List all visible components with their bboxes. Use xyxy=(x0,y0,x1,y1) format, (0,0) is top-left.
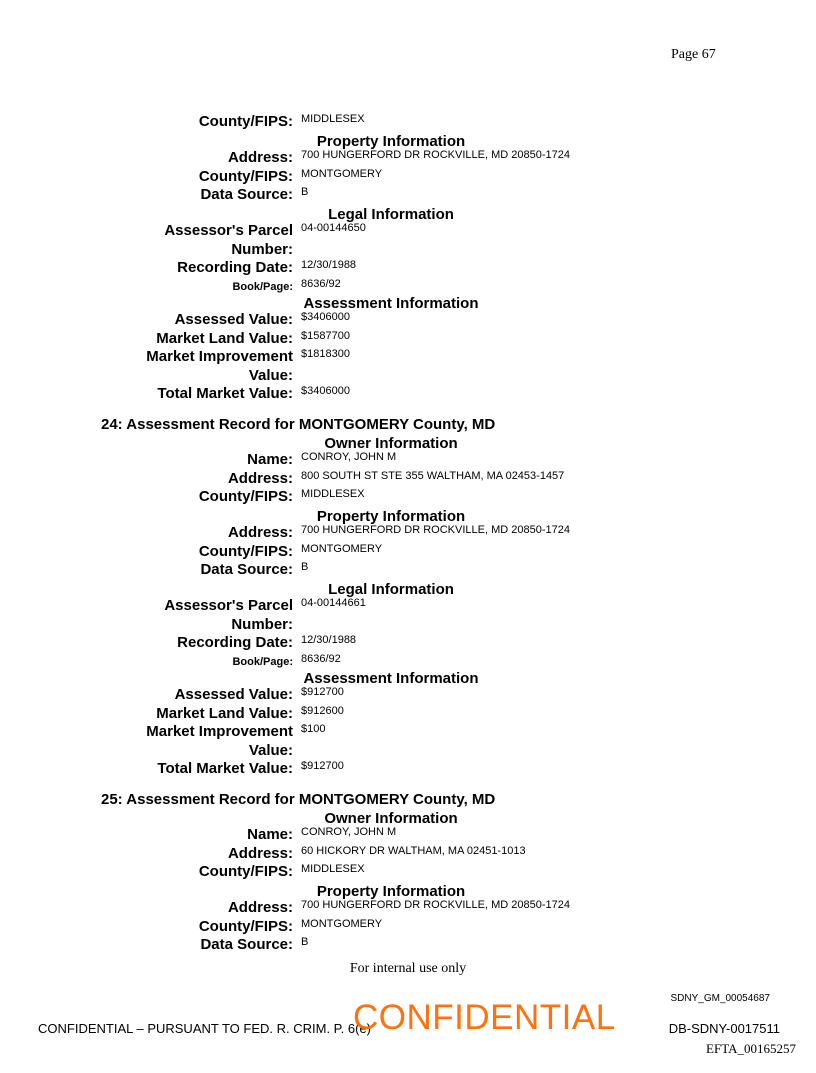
field-row xyxy=(0,543,816,561)
field-label: County/FIPS: xyxy=(198,917,293,935)
field-label: Address: xyxy=(227,844,293,862)
field-row xyxy=(0,367,816,385)
field-row xyxy=(0,348,816,366)
section-heading: Owner Information xyxy=(324,434,458,452)
field-row xyxy=(0,899,816,917)
field-row xyxy=(0,488,816,506)
section-heading: Assessment Information xyxy=(303,294,479,312)
field-row xyxy=(0,863,816,881)
field-label: Number: xyxy=(231,240,293,258)
field-label: Value: xyxy=(248,366,293,384)
field-label: Assessed Value: xyxy=(174,686,293,703)
field-row xyxy=(0,826,816,844)
field-value: 8636/92 xyxy=(301,652,341,665)
field-row xyxy=(0,168,816,186)
field-row xyxy=(0,845,816,863)
section-heading: Legal Information xyxy=(328,205,454,223)
field-label: Total Market Value: xyxy=(157,385,293,402)
field-label: Market Improvement xyxy=(146,348,293,365)
field-row xyxy=(0,311,816,329)
section-heading: Property Information xyxy=(316,507,466,525)
field-row xyxy=(0,113,816,131)
field-label: Data Source: xyxy=(200,561,293,578)
field-value: 700 HUNGERFORD DR ROCKVILLE, MD 20850-1724 xyxy=(301,524,570,536)
page-number: Page 67 xyxy=(671,47,716,62)
record-title: 24: Assessment Record for MONTGOMERY County, MD xyxy=(101,415,496,433)
section-heading: Legal Information xyxy=(328,580,454,598)
field-label: Recording Date: xyxy=(177,259,293,276)
field-label: Assessor's Parcel xyxy=(164,597,293,614)
field-label: Data Source: xyxy=(200,936,293,953)
field-label: Assessed Value: xyxy=(174,311,293,328)
section-heading: Assessment Information xyxy=(303,669,479,687)
field-label: Book/Page: xyxy=(232,655,293,668)
field-value: MIDDLESEX xyxy=(301,488,365,500)
section-heading: Property Information xyxy=(316,132,466,150)
field-row xyxy=(0,330,816,348)
field-label: Recording Date: xyxy=(177,634,293,651)
field-value: CONROY, JOHN M xyxy=(301,451,397,463)
field-row xyxy=(0,561,816,579)
field-row xyxy=(0,705,816,723)
confidential-notice: CONFIDENTIAL – PURSUANT TO FED. R. CRIM. P. 6(e) xyxy=(38,1021,372,1036)
field-row xyxy=(0,278,816,296)
field-label: County/FIPS: xyxy=(198,863,293,880)
field-value: $3406000 xyxy=(301,311,350,323)
field-label: County/FIPS: xyxy=(198,113,293,130)
field-row xyxy=(0,149,816,167)
field-row xyxy=(0,723,816,741)
field-value: 800 SOUTH ST STE 355 WALTHAM, MA 02453-1457 xyxy=(301,469,565,482)
field-value: $3406000 xyxy=(301,385,350,397)
field-label: Data Source: xyxy=(200,186,293,203)
field-value: $1818300 xyxy=(301,348,350,360)
field-value: 700 HUNGERFORD DR ROCKVILLE, MD 20850-1724 xyxy=(301,899,570,911)
bates-number-sdny: SDNY_GM_00054687 xyxy=(670,993,770,1004)
field-row xyxy=(0,742,816,760)
field-label: Total Market Value: xyxy=(157,760,293,777)
field-row xyxy=(0,451,816,469)
field-value: $912700 xyxy=(301,686,344,698)
field-value: B xyxy=(301,561,309,573)
field-row xyxy=(0,616,816,634)
internal-use-note: For internal use only xyxy=(349,961,467,976)
field-value: 60 HICKORY DR WALTHAM, MA 02451-1013 xyxy=(301,844,526,857)
field-label: Market Improvement xyxy=(146,723,293,740)
field-row xyxy=(0,686,816,704)
field-row xyxy=(0,470,816,488)
field-value: 04-00144661 xyxy=(301,597,366,609)
field-row xyxy=(0,653,816,671)
field-row xyxy=(0,222,816,240)
field-row xyxy=(0,597,816,615)
field-label: Book/Page: xyxy=(232,280,293,293)
field-label: Name: xyxy=(247,826,293,843)
bates-number-efta: EFTA_00165257 xyxy=(706,1041,796,1056)
field-row xyxy=(0,524,816,542)
field-row xyxy=(0,259,816,277)
field-value: 04-00144650 xyxy=(301,222,366,234)
field-value: 12/30/1988 xyxy=(301,634,357,646)
field-value: 12/30/1988 xyxy=(301,259,357,271)
field-value: B xyxy=(301,936,309,948)
field-row xyxy=(0,760,816,778)
field-label: Address: xyxy=(227,469,293,487)
field-value: B xyxy=(301,186,309,198)
field-label: Number: xyxy=(231,615,293,633)
field-label: Address: xyxy=(227,149,293,166)
field-label: Value: xyxy=(248,741,293,759)
field-row xyxy=(0,186,816,204)
field-label: Name: xyxy=(247,451,293,468)
record-title: 25: Assessment Record for MONTGOMERY County, MD xyxy=(101,790,496,808)
section-heading: Owner Information xyxy=(324,809,458,827)
field-row xyxy=(0,634,816,652)
field-row xyxy=(0,918,816,936)
section-heading: Property Information xyxy=(316,882,466,900)
field-label: Address: xyxy=(227,524,293,541)
confidential-stamp: CONFIDENTIAL xyxy=(353,998,616,1037)
field-label: Assessor's Parcel xyxy=(164,222,293,239)
field-value: MIDDLESEX xyxy=(301,863,365,875)
field-value: $912700 xyxy=(301,760,344,772)
field-label: Market Land Value: xyxy=(156,329,293,347)
field-label: County/FIPS: xyxy=(198,488,293,505)
field-value: CONROY, JOHN M xyxy=(301,826,397,838)
field-label: Market Land Value: xyxy=(156,704,293,722)
field-value: 8636/92 xyxy=(301,277,341,290)
field-value: MONTGOMERY xyxy=(301,917,383,930)
field-value: MONTGOMERY xyxy=(301,167,383,180)
field-row xyxy=(0,385,816,403)
field-value: MONTGOMERY xyxy=(301,542,383,555)
field-row xyxy=(0,936,816,954)
field-value: $1587700 xyxy=(301,329,350,342)
field-value: 700 HUNGERFORD DR ROCKVILLE, MD 20850-1724 xyxy=(301,149,570,161)
field-value: $912600 xyxy=(301,704,344,717)
field-value: MIDDLESEX xyxy=(301,113,365,125)
bates-number-db: DB-SDNY-0017511 xyxy=(668,1021,780,1036)
field-value: $100 xyxy=(301,723,326,735)
field-row xyxy=(0,241,816,259)
field-label: County/FIPS: xyxy=(198,167,293,185)
field-label: Address: xyxy=(227,899,293,916)
field-label: County/FIPS: xyxy=(198,542,293,560)
